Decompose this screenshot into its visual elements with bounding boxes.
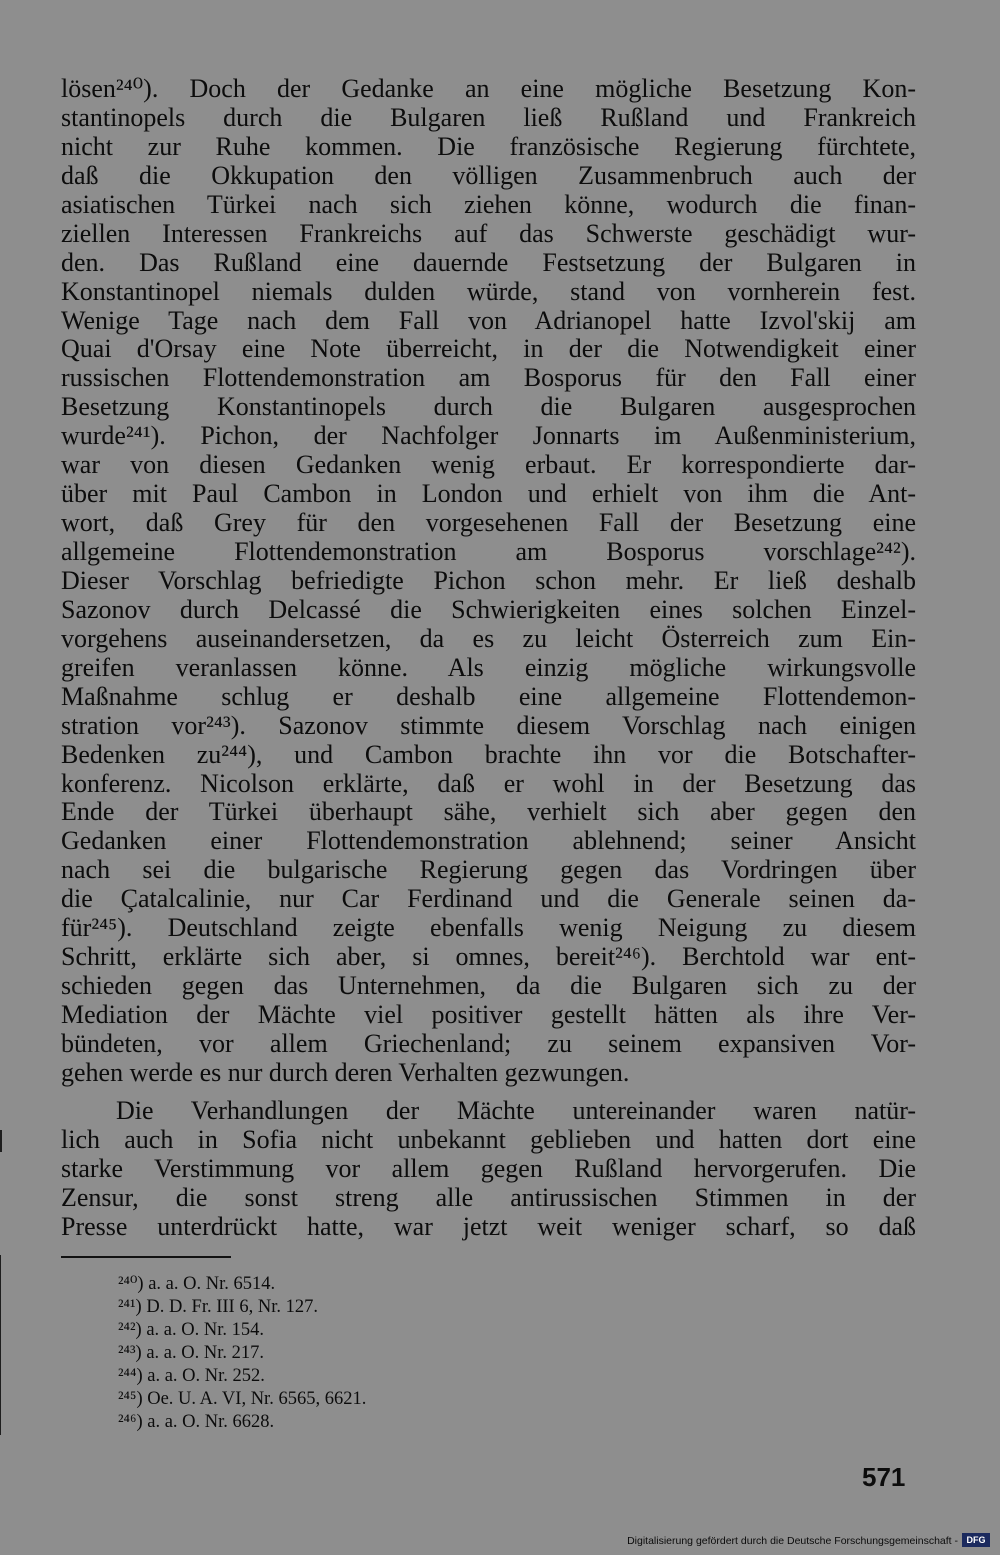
scan-edge-mark xyxy=(0,1255,1,1435)
text-line: schieden gegen das Unternehmen, da die Bulgaren sich zu der xyxy=(61,971,916,1001)
text-line: Mediation der Mächte viel positiver gestellt hätten als ihre Ver- xyxy=(61,1000,916,1029)
text-line: Wenige Tage nach dem Fall von Adrianopel hatte Izvol'skij am xyxy=(61,305,916,335)
text-line: war von diesen Gedanken wenig erbaut. Er korrespondierte dar- xyxy=(61,450,916,480)
text-line: über mit Paul Cambon in London und erhielt von ihm die Ant- xyxy=(61,479,916,509)
footnote: ²⁴³) a. a. O. Nr. 217. xyxy=(118,1343,264,1363)
text-line: konferenz. Nicolson erklärte, daß er wohl in der Besetzung das xyxy=(61,768,916,798)
text-line: greifen veranlassen könne. Als einzig mögliche wirkungsvolle xyxy=(61,652,916,682)
footnote-separator xyxy=(61,1256,231,1258)
text-line: Die Verhandlungen der Mächte untereinander waren natür- xyxy=(116,1096,916,1125)
digitization-credit: Digitalisierung gefördert durch die Deutsche Forschungsgemeinschaft - xyxy=(627,1535,958,1547)
text-line: Sazonov durch Delcassé die Schwierigkeiten eines solchen Einzel- xyxy=(61,594,916,624)
text-line: asiatischen Türkei nach sich ziehen könne, wodurch die finan- xyxy=(61,189,916,219)
footnote: ²⁴⁴) a. a. O. Nr. 252. xyxy=(118,1366,265,1386)
text-line: wort, daß Grey für den vorgesehenen Fall der Besetzung eine xyxy=(61,508,916,538)
page-number: 571 xyxy=(862,1462,906,1492)
text-line: Gedanken einer Flottendemonstration ablehnend; seiner Ansicht xyxy=(61,826,916,856)
footnote: ²⁴¹) D. D. Fr. III 6, Nr. 127. xyxy=(118,1297,318,1317)
text-line: Konstantinopel niemals dulden würde, stand von vornherein fest. xyxy=(61,276,916,306)
text-line: gehen werde es nur durch deren Verhalten gezwungen. xyxy=(61,1057,630,1087)
body-paragraph-2 xyxy=(61,1097,916,1242)
text-line: vorgehens auseinandersetzen, da es zu leicht Österreich zum Ein- xyxy=(61,623,916,653)
text-line: bündeten, vor allem Griechenland; zu seinem expansiven Vor- xyxy=(61,1028,916,1058)
text-line: Quai d'Orsay eine Note überreicht, in der die Notwendigkeit einer xyxy=(61,334,916,364)
text-line: für²⁴⁵). Deutschland zeigte ebenfalls wenig Neigung zu diesem xyxy=(61,913,916,943)
text-line: starke Verstimmung vor allem gegen Rußland hervorgerufen. Die xyxy=(61,1153,916,1183)
footnote: ²⁴⁰) a. a. O. Nr. 6514. xyxy=(118,1274,276,1294)
text-line: Dieser Vorschlag befriedigte Pichon schon mehr. Er ließ deshalb xyxy=(61,565,916,595)
text-line: daß die Okkupation den völligen Zusammenbruch auch der xyxy=(61,160,916,190)
text-line: Bedenken zu²⁴⁴), und Cambon brachte ihn vor die Botschafter- xyxy=(61,739,916,769)
dfg-logo: DFG xyxy=(962,1533,990,1547)
text-line: den. Das Rußland eine dauernde Festsetzung der Bulgaren in xyxy=(61,247,916,277)
text-line: russischen Flottendemonstration am Bosporus für den Fall einer xyxy=(61,363,916,393)
text-line: lösen²⁴⁰). Doch der Gedanke an eine mögliche Besetzung Kon- xyxy=(61,74,916,103)
footnote: ²⁴⁶) a. a. O. Nr. 6628. xyxy=(118,1412,275,1432)
footnote: ²⁴²) a. a. O. Nr. 154. xyxy=(118,1320,264,1340)
text-line: stration vor²⁴³). Sazonov stimmte diesem Vorschlag nach einigen xyxy=(61,710,916,740)
text-line: Ende der Türkei überhaupt sähe, verhielt sich aber gegen den xyxy=(61,797,916,827)
footnotes xyxy=(118,1273,366,1434)
scan-edge-mark xyxy=(0,1130,2,1152)
text-line: ziellen Interessen Frankreichs auf das Schwerste geschädigt wur- xyxy=(61,218,916,248)
text-line: Zensur, die sonst streng alle antirussischen Stimmen in der xyxy=(61,1182,916,1212)
text-line: nicht zur Ruhe kommen. Die französische Regierung fürchtete, xyxy=(61,131,916,161)
text-line: allgemeine Flottendemonstration am Bosporus vorschlage²⁴²). xyxy=(61,537,916,566)
text-line: Besetzung Konstantinopels durch die Bulgaren ausgesprochen xyxy=(61,392,916,422)
text-line: stantinopels durch die Bulgaren ließ Rußland und Frankreich xyxy=(61,102,916,132)
text-line: lich auch in Sofia nicht unbekannt geblieben und hatten dort eine xyxy=(61,1124,916,1154)
text-line: die Çatalcalinie, nur Car Ferdinand und die Generale seinen da- xyxy=(61,884,916,914)
text-line: nach sei die bulgarische Regierung gegen das Vordringen über xyxy=(61,855,916,885)
text-line: wurde²⁴¹). Pichon, der Nachfolger Jonnarts im Außenministerium, xyxy=(61,421,916,451)
footnote: ²⁴⁵) Oe. U. A. VI, Nr. 6565, 6621. xyxy=(118,1389,367,1409)
text-line: Schritt, erklärte sich aber, si omnes, bereit²⁴⁶). Berchtold war ent- xyxy=(61,942,916,972)
body-paragraph-1 xyxy=(61,75,916,1088)
text-line: Maßnahme schlug er deshalb eine allgemeine Flottendemon- xyxy=(61,681,916,711)
text-line: Presse unterdrückt hatte, war jetzt weit weniger scharf, so daß xyxy=(61,1211,916,1241)
